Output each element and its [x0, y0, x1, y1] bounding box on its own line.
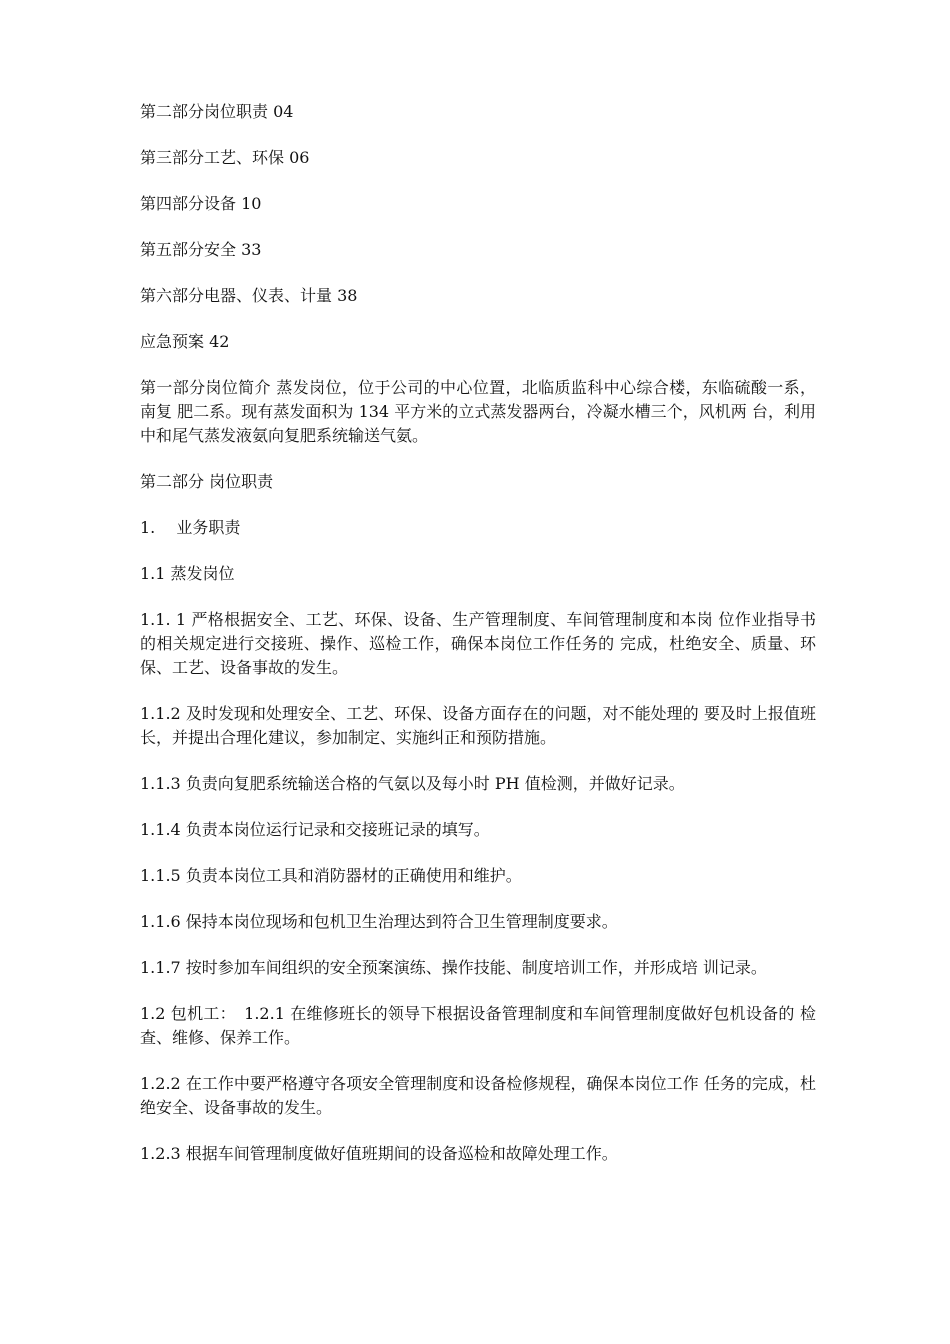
- clause-1-2-1: 1.2 包机工： 1.2.1 在维修班长的领导下根据设备管理制度和车间管理制度做好包机设备的 检查、维修、保养工作。: [140, 1004, 816, 1047]
- toc-entry-part6: 第六部分电器、仪表、计量 38: [140, 286, 358, 305]
- clause-1-1-2: 1.1.2 及时发现和处理安全、工艺、环保、设备方面存在的问题，对不能处理的 要及时上报值班长，并提出合理化建议，参加制定、实施纠正和预防措施。: [140, 704, 816, 747]
- subsection-heading-duties: 1. 业务职责: [140, 518, 241, 537]
- clause-1-1-4: 1.1.4 负责本岗位运行记录和交接班记录的填写。: [140, 820, 490, 839]
- toc-entry-part5: 第五部分安全 33: [140, 240, 262, 259]
- clause-1-2-2: 1.2.2 在工作中要严格遵守各项安全管理制度和设备检修规程，确保本岗位工作 任务的完成，杜绝安全、设备事故的发生。: [140, 1074, 816, 1117]
- clause-1-1-1: 1.1. 1 严格根据安全、工艺、环保、设备、生产管理制度、车间管理制度和本岗 位作业指导书的相关规定进行交接班、操作、巡检工作，确保本岗位工作任务的 完成，杜绝安全、质量、环保、工艺、设备事故的发生。: [140, 610, 816, 677]
- toc-entry-emergency: 应急预案 42: [140, 332, 230, 351]
- section-part1-intro: 第一部分岗位简介 蒸发岗位，位于公司的中心位置，北临质监科中心综合楼，东临硫酸一系，南复 肥二系。现有蒸发面积为 134 平方米的立式蒸发器两台，冷凝水槽三个，风机两 台，利用中和尾气蒸发液氨向复肥系统输送气氨。: [140, 378, 816, 445]
- clause-1-1-3: 1.1.3 负责向复肥系统输送合格的气氨以及每小时 PH 值检测，并做好记录。: [140, 774, 685, 793]
- document-body: [140, 100, 816, 1188]
- clause-1-2-3: 1.2.3 根据车间管理制度做好值班期间的设备巡检和故障处理工作。: [140, 1144, 618, 1163]
- section-part2-heading: 第二部分 岗位职责: [140, 472, 274, 491]
- toc-entry-part3: 第三部分工艺、环保 06: [140, 148, 310, 167]
- clause-1-1-7: 1.1.7 按时参加车间组织的安全预案演练、操作技能、制度培训工作，并形成培 训记录。: [140, 958, 767, 977]
- subsection-heading-evaporation: 1.1 蒸发岗位: [140, 564, 235, 583]
- clause-1-1-5: 1.1.5 负责本岗位工具和消防器材的正确使用和维护。: [140, 866, 522, 885]
- toc-entry-part4: 第四部分设备 10: [140, 194, 262, 213]
- clause-1-1-6: 1.1.6 保持本岗位现场和包机卫生治理达到符合卫生管理制度要求。: [140, 912, 618, 931]
- toc-entry-part2: 第二部分岗位职责 04: [140, 102, 294, 121]
